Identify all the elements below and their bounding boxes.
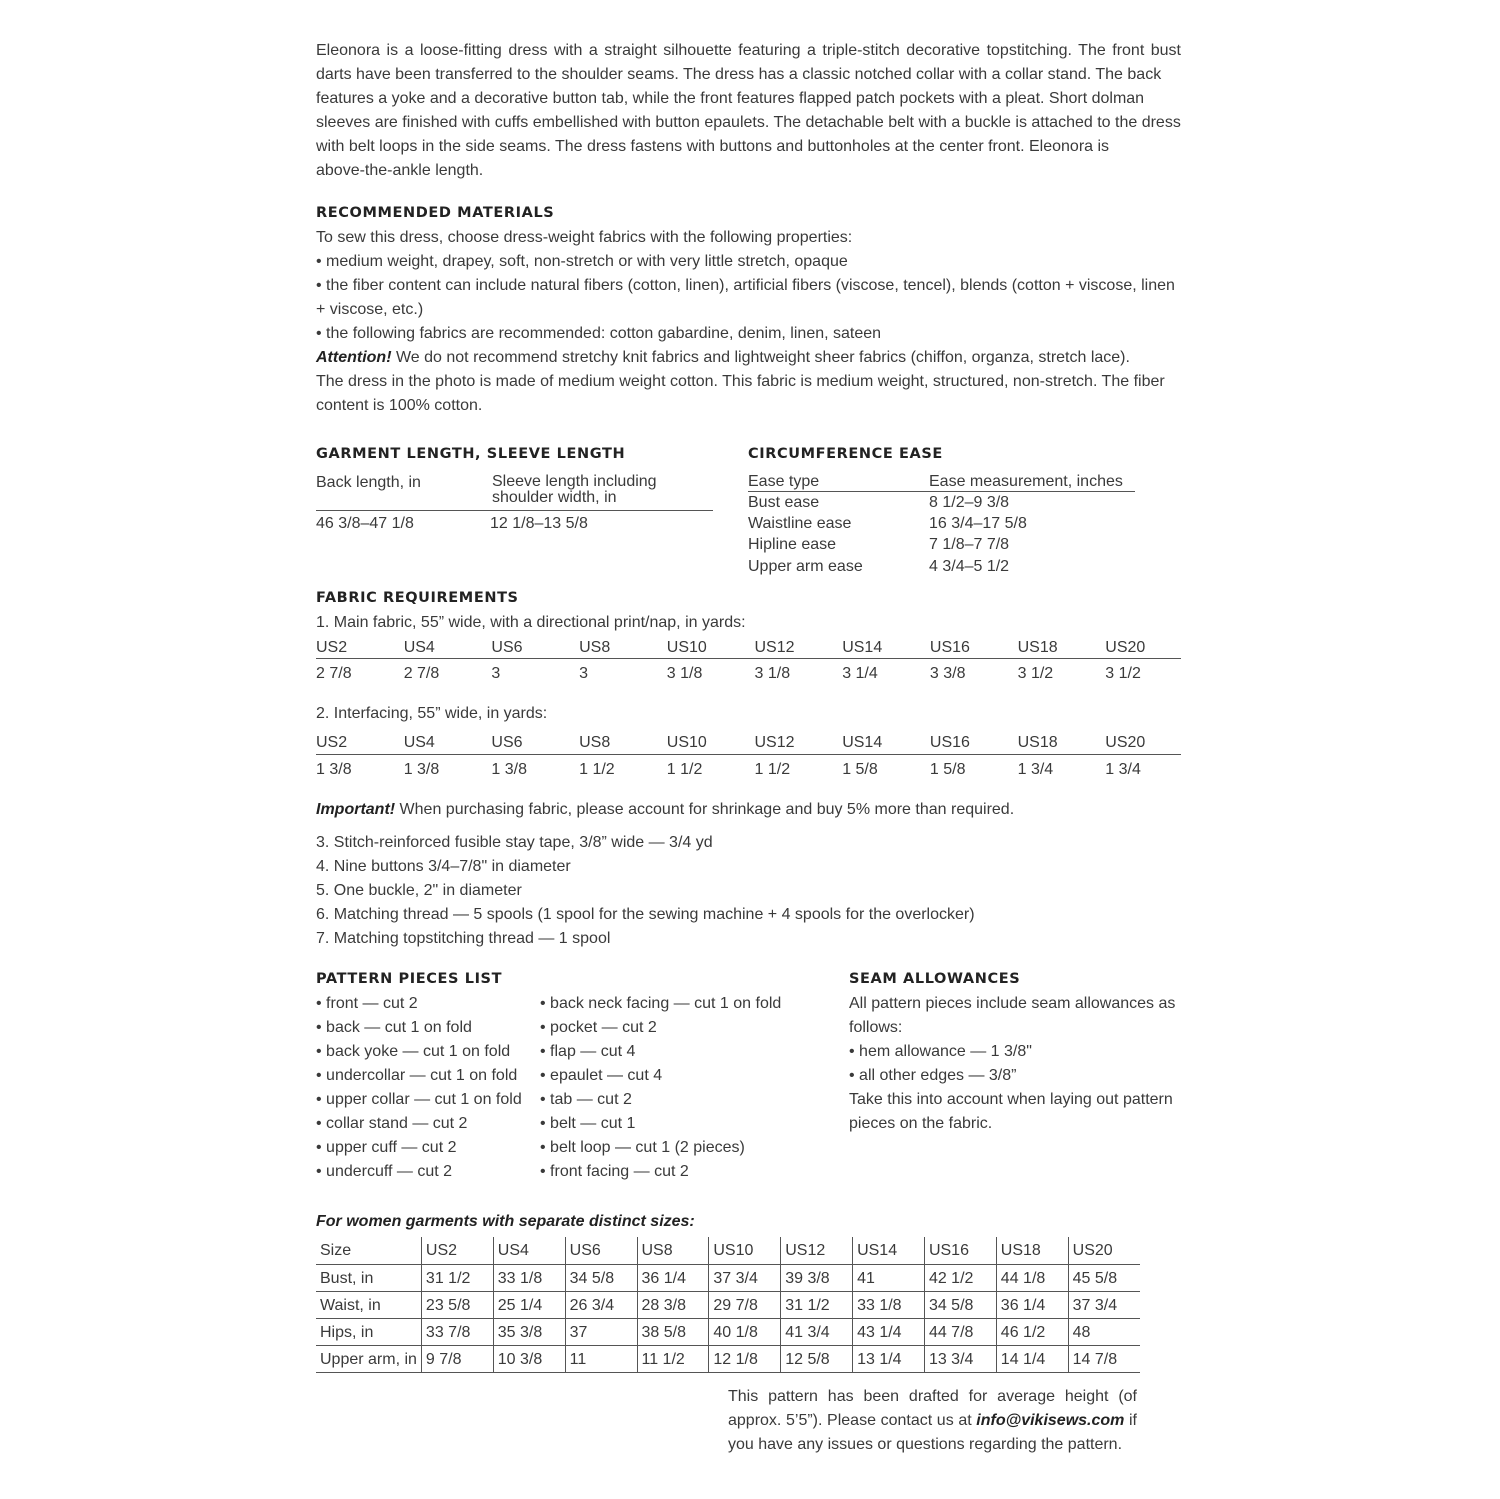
interfacing-size-label: US16 bbox=[929, 734, 970, 751]
size-chart-row bbox=[316, 1345, 1140, 1372]
interfacing-size-label: US14 bbox=[842, 734, 883, 751]
interfacing-size-label: US18 bbox=[1017, 734, 1058, 751]
intro-line: sleeves are finished with cuffs embellished with button epaulets. The detachable belt with a buckle is attached to the dress bbox=[316, 114, 1181, 131]
size-chart-cell: 45 5/8 bbox=[1068, 1264, 1140, 1291]
fabric-size-label: US14 bbox=[842, 639, 883, 656]
piece-item: • tab — cut 2 bbox=[540, 1091, 632, 1108]
pieces-col1 bbox=[316, 992, 522, 1184]
materials-line: • the following fabrics are recommended: cotton gabardine, denim, linen, sateen bbox=[316, 325, 882, 342]
ease-type: Upper arm ease bbox=[748, 558, 863, 575]
size-chart-cell: 33 7/8 bbox=[421, 1318, 493, 1345]
size-chart-cell: 33 1/8 bbox=[853, 1291, 925, 1318]
size-chart-cell: 44 1/8 bbox=[996, 1264, 1068, 1291]
pieces-heading: PATTERN PIECES LIST bbox=[316, 971, 503, 987]
interfacing-yardage: 1 1/2 bbox=[754, 761, 791, 778]
main-fabric-yardage: 3 bbox=[491, 665, 501, 682]
photo-fabric-line: content is 100% cotton. bbox=[316, 397, 483, 414]
size-chart-cell: US6 bbox=[565, 1237, 637, 1264]
size-chart-cell: 34 5/8 bbox=[565, 1264, 637, 1291]
materials-line: + viscose, etc.) bbox=[316, 301, 424, 318]
interfacing-yardage: 1 3/4 bbox=[1017, 761, 1054, 778]
materials-line: • medium weight, drapey, soft, non-stretch or with very little stretch, opaque bbox=[316, 253, 848, 270]
interfacing-yardage: 1 3/8 bbox=[316, 761, 352, 778]
sleeve-length-header-line: shoulder width, in bbox=[492, 489, 617, 506]
attention-label: Attention! bbox=[316, 349, 392, 366]
seam-line: pieces on the fabric. bbox=[849, 1115, 993, 1132]
interfacing-size-label: US20 bbox=[1105, 734, 1146, 751]
contact-email-link[interactable]: info@vikisews.com bbox=[976, 1412, 1125, 1429]
size-chart-cell: US20 bbox=[1068, 1237, 1140, 1264]
intro-line: above-the-ankle length. bbox=[316, 162, 484, 179]
size-chart-cell: 36 1/4 bbox=[996, 1291, 1068, 1318]
piece-item: • back — cut 1 on fold bbox=[316, 1019, 472, 1036]
size-chart-cell: 41 3/4 bbox=[781, 1318, 853, 1345]
size-chart-row-label: Bust, in bbox=[316, 1264, 421, 1291]
piece-item: • upper cuff — cut 2 bbox=[316, 1139, 457, 1156]
size-chart-cell: 39 3/8 bbox=[781, 1264, 853, 1291]
important-note bbox=[316, 801, 1014, 819]
size-chart-cell: 43 1/4 bbox=[853, 1318, 925, 1345]
size-chart-cell: US4 bbox=[493, 1237, 565, 1264]
fabric-size-label: US10 bbox=[666, 639, 707, 656]
size-chart-cell: 46 1/2 bbox=[996, 1318, 1068, 1345]
main-fabric-yardage: 3 1/8 bbox=[754, 665, 791, 682]
seam-line: Take this into account when laying out pattern bbox=[849, 1091, 1173, 1108]
size-chart-cell: US16 bbox=[924, 1237, 996, 1264]
photo-fabric-line: The dress in the photo is made of medium weight cotton. This fabric is medium weight, structured, non-stretch. The fiber bbox=[316, 373, 1165, 390]
interfacing-yardage: 1 3/8 bbox=[403, 761, 440, 778]
main-fabric-yardage: 2 7/8 bbox=[316, 665, 352, 682]
intro-line: features a yoke and a decorative button tab, while the front features flapped patch pockets with a pleat. Short dolman bbox=[316, 90, 1145, 107]
size-chart-cell: 11 1/2 bbox=[637, 1345, 709, 1372]
notion-item: 6. Matching thread — 5 spools (1 spool for the sewing machine + 4 spools for the overlocker) bbox=[316, 906, 975, 923]
fabric-size-label: US8 bbox=[579, 639, 611, 656]
fabric-size-label: US6 bbox=[491, 639, 523, 656]
size-chart-cell: 12 1/8 bbox=[709, 1345, 781, 1372]
size-chart-cell: 48 bbox=[1068, 1318, 1140, 1345]
ease-type: Hipline ease bbox=[748, 536, 837, 553]
attention-text: We do not recommend stretchy knit fabrics and lightweight sheer fabrics (chiffon, organza, stretch lace). bbox=[391, 349, 1130, 366]
size-chart-table bbox=[316, 1237, 1140, 1373]
intro-line: Eleonora is a loose-fitting dress with a straight silhouette featuring a triple-stitch decorative topstitching. The front bust bbox=[316, 42, 1181, 59]
notion-item: 3. Stitch-reinforced fusible stay tape, 3/8” wide — 3/4 yd bbox=[316, 834, 713, 851]
back-length-header: Back length, in bbox=[316, 474, 421, 491]
fabric-size-label: US12 bbox=[754, 639, 795, 656]
size-chart-cell: US14 bbox=[853, 1237, 925, 1264]
main-fabric-yardage: 3 3/8 bbox=[929, 665, 966, 682]
size-chart-cell: 36 1/4 bbox=[637, 1264, 709, 1291]
size-chart-cell: US2 bbox=[421, 1237, 493, 1264]
ease-value: 7 1/8–7 7/8 bbox=[929, 536, 1010, 553]
size-chart-cell: 44 7/8 bbox=[924, 1318, 996, 1345]
main-fabric-yardage: 3 bbox=[579, 665, 588, 682]
size-chart-row-label: Waist, in bbox=[316, 1291, 421, 1318]
sleeve-length-header-line: Sleeve length including bbox=[492, 473, 657, 490]
seam-line: follows: bbox=[849, 1019, 903, 1036]
fabric-size-label: US2 bbox=[316, 639, 348, 656]
size-chart-cell: 26 3/4 bbox=[565, 1291, 637, 1318]
size-chart-cell: 13 3/4 bbox=[924, 1345, 996, 1372]
size-chart-cell: 37 bbox=[565, 1318, 637, 1345]
ease-divider bbox=[748, 491, 1135, 492]
size-chart-cell: 41 bbox=[853, 1264, 925, 1291]
length-divider bbox=[316, 510, 713, 511]
important-text: When purchasing fabric, please account for shrinkage and buy 5% more than required. bbox=[395, 801, 1015, 818]
notion-item: 4. Nine buttons 3/4–7/8" in diameter bbox=[316, 858, 571, 875]
size-chart-cell: 10 3/8 bbox=[493, 1345, 565, 1372]
size-chart-cell: 25 1/4 bbox=[493, 1291, 565, 1318]
materials-line: To sew this dress, choose dress-weight fabrics with the following properties: bbox=[316, 229, 853, 246]
attention-line bbox=[316, 346, 1186, 370]
size-chart-cell: 33 1/8 bbox=[493, 1264, 565, 1291]
size-chart-cell: US8 bbox=[637, 1237, 709, 1264]
piece-item: • back neck facing — cut 1 on fold bbox=[540, 995, 782, 1012]
interfacing-yardage: 1 5/8 bbox=[842, 761, 878, 778]
size-chart-cell: 23 5/8 bbox=[421, 1291, 493, 1318]
main-fabric-label: 1. Main fabric, 55” wide, with a directional print/nap, in yards: bbox=[316, 614, 746, 631]
notions-list bbox=[316, 831, 1186, 951]
seam-line: All pattern pieces include seam allowances as bbox=[849, 995, 1176, 1012]
size-chart-row-label: Upper arm, in bbox=[316, 1345, 421, 1372]
seam-line: • all other edges — 3/8” bbox=[849, 1067, 1017, 1084]
interfacing-size-label: US6 bbox=[491, 734, 523, 751]
size-chart-cell: US12 bbox=[781, 1237, 853, 1264]
main-fabric-divider bbox=[316, 658, 1181, 659]
size-chart-row bbox=[316, 1264, 1140, 1291]
note-text: approx. 5’5”). Please contact us at bbox=[728, 1412, 977, 1429]
interfacing-size-label: US2 bbox=[316, 734, 348, 751]
interfacing-yardage: 1 3/4 bbox=[1105, 761, 1141, 778]
materials-line: • the fiber content can include natural fibers (cotton, linen), artificial fibers (viscose, tencel), blends (cotton + viscose, linen bbox=[316, 277, 1175, 294]
interfacing-yardage: 1 1/2 bbox=[579, 761, 615, 778]
piece-item: • belt — cut 1 bbox=[540, 1115, 636, 1132]
piece-item: • undercuff — cut 2 bbox=[316, 1163, 453, 1180]
size-chart-cell: 11 bbox=[565, 1345, 637, 1372]
ease-heading: CIRCUMFERENCE EASE bbox=[748, 446, 943, 462]
interfacing-yardage: 1 5/8 bbox=[929, 761, 966, 778]
size-chart-cell: 29 7/8 bbox=[709, 1291, 781, 1318]
piece-item: • flap — cut 4 bbox=[540, 1043, 636, 1060]
fabric-size-label: US16 bbox=[929, 639, 970, 656]
ease-value: 4 3/4–5 1/2 bbox=[929, 558, 1010, 575]
ease-measurement-header: Ease measurement, inches bbox=[929, 473, 1123, 490]
size-chart-row-label: Size bbox=[316, 1237, 421, 1264]
materials-body bbox=[316, 226, 1186, 418]
size-chart-cell: 35 3/8 bbox=[493, 1318, 565, 1345]
size-chart-cell: 14 7/8 bbox=[1068, 1345, 1140, 1372]
fabric-heading: FABRIC REQUIREMENTS bbox=[316, 590, 519, 606]
piece-item: • epaulet — cut 4 bbox=[540, 1067, 663, 1084]
size-chart-cell: 40 1/8 bbox=[709, 1318, 781, 1345]
fabric-size-label: US20 bbox=[1105, 639, 1146, 656]
size-chart-cell: 38 5/8 bbox=[637, 1318, 709, 1345]
back-length-value: 46 3/8–47 1/8 bbox=[316, 515, 414, 532]
piece-item: • upper collar — cut 1 on fold bbox=[316, 1091, 522, 1108]
notion-item: 5. One buckle, 2" in diameter bbox=[316, 882, 522, 899]
height-note bbox=[728, 1385, 1137, 1457]
size-chart-cell: 14 1/4 bbox=[996, 1345, 1068, 1372]
seam-body bbox=[849, 992, 1175, 1136]
sleeve-length-value: 12 1/8–13 5/8 bbox=[490, 515, 588, 532]
piece-item: • pocket — cut 2 bbox=[540, 1019, 657, 1036]
seam-heading: SEAM ALLOWANCES bbox=[849, 971, 1021, 987]
length-heading: GARMENT LENGTH, SLEEVE LENGTH bbox=[316, 446, 626, 462]
size-chart-caption: For women garments with separate distinct sizes: bbox=[316, 1213, 695, 1230]
materials-heading: RECOMMENDED MATERIALS bbox=[316, 205, 555, 221]
size-chart-cell: US10 bbox=[709, 1237, 781, 1264]
note-line bbox=[728, 1409, 1137, 1433]
size-chart-row bbox=[316, 1318, 1140, 1345]
intro-paragraph bbox=[316, 39, 1181, 183]
main-fabric-yardage: 2 7/8 bbox=[403, 665, 440, 682]
piece-item: • collar stand — cut 2 bbox=[316, 1115, 468, 1132]
size-chart-header-row bbox=[316, 1237, 1140, 1264]
interfacing-size-label: US12 bbox=[754, 734, 795, 751]
size-chart-cell: 37 3/4 bbox=[709, 1264, 781, 1291]
size-chart-cell: 12 5/8 bbox=[781, 1345, 853, 1372]
size-chart-cell: US18 bbox=[996, 1237, 1068, 1264]
interfacing-yardage: 1 3/8 bbox=[491, 761, 527, 778]
interfacing-size-label: US8 bbox=[579, 734, 611, 751]
size-chart-cell: 34 5/8 bbox=[924, 1291, 996, 1318]
interfacing-yardage: 1 1/2 bbox=[666, 761, 703, 778]
size-chart-cell: 9 7/8 bbox=[421, 1345, 493, 1372]
size-chart-cell: 37 3/4 bbox=[1068, 1291, 1140, 1318]
notion-item: 7. Matching topstitching thread — 1 spool bbox=[316, 930, 611, 947]
ease-type: Bust ease bbox=[748, 494, 820, 511]
note-text: if bbox=[1124, 1412, 1137, 1429]
fabric-size-label: US18 bbox=[1017, 639, 1058, 656]
main-fabric-yardage: 3 1/8 bbox=[666, 665, 703, 682]
piece-item: • undercollar — cut 1 on fold bbox=[316, 1067, 518, 1084]
piece-item: • belt loop — cut 1 (2 pieces) bbox=[540, 1139, 745, 1156]
interfacing-size-label: US4 bbox=[403, 734, 435, 751]
interfacing-divider bbox=[316, 754, 1181, 755]
seam-line: • hem allowance — 1 3/8" bbox=[849, 1043, 1032, 1060]
note-line: This pattern has been drafted for average height (of bbox=[728, 1388, 1137, 1405]
size-chart-cell: 31 1/2 bbox=[781, 1291, 853, 1318]
sleeve-length-header bbox=[492, 474, 657, 506]
main-fabric-yardage: 3 1/4 bbox=[842, 665, 878, 682]
piece-item: • back yoke — cut 1 on fold bbox=[316, 1043, 511, 1060]
ease-type: Waistline ease bbox=[748, 515, 852, 532]
pieces-col2 bbox=[540, 992, 781, 1184]
fabric-size-label: US4 bbox=[403, 639, 435, 656]
ease-value: 8 1/2–9 3/8 bbox=[929, 494, 1010, 511]
size-chart-cell: 31 1/2 bbox=[421, 1264, 493, 1291]
intro-line: darts have been transferred to the shoulder seams. The dress has a classic notched collar with a collar stand. The back bbox=[316, 66, 1162, 83]
size-chart-row bbox=[316, 1291, 1140, 1318]
piece-item: • front — cut 2 bbox=[316, 995, 418, 1012]
size-chart-cell: 13 1/4 bbox=[853, 1345, 925, 1372]
intro-line: with belt loops in the side seams. The dress fastens with buttons and buttonholes at the center front. Eleonora is bbox=[316, 138, 1110, 155]
size-chart-row-label: Hips, in bbox=[316, 1318, 421, 1345]
interfacing-size-label: US10 bbox=[666, 734, 707, 751]
ease-value: 16 3/4–17 5/8 bbox=[929, 515, 1027, 532]
interfacing-label: 2. Interfacing, 55” wide, in yards: bbox=[316, 705, 548, 722]
ease-type-header: Ease type bbox=[748, 473, 820, 490]
main-fabric-yardage: 3 1/2 bbox=[1105, 665, 1141, 682]
important-label: Important! bbox=[316, 801, 396, 818]
size-chart-cell: 28 3/8 bbox=[637, 1291, 709, 1318]
main-fabric-yardage: 3 1/2 bbox=[1017, 665, 1054, 682]
note-line: you have any issues or questions regarding the pattern. bbox=[728, 1436, 1123, 1453]
size-chart-cell: 42 1/2 bbox=[924, 1264, 996, 1291]
piece-item: • front facing — cut 2 bbox=[540, 1163, 689, 1180]
